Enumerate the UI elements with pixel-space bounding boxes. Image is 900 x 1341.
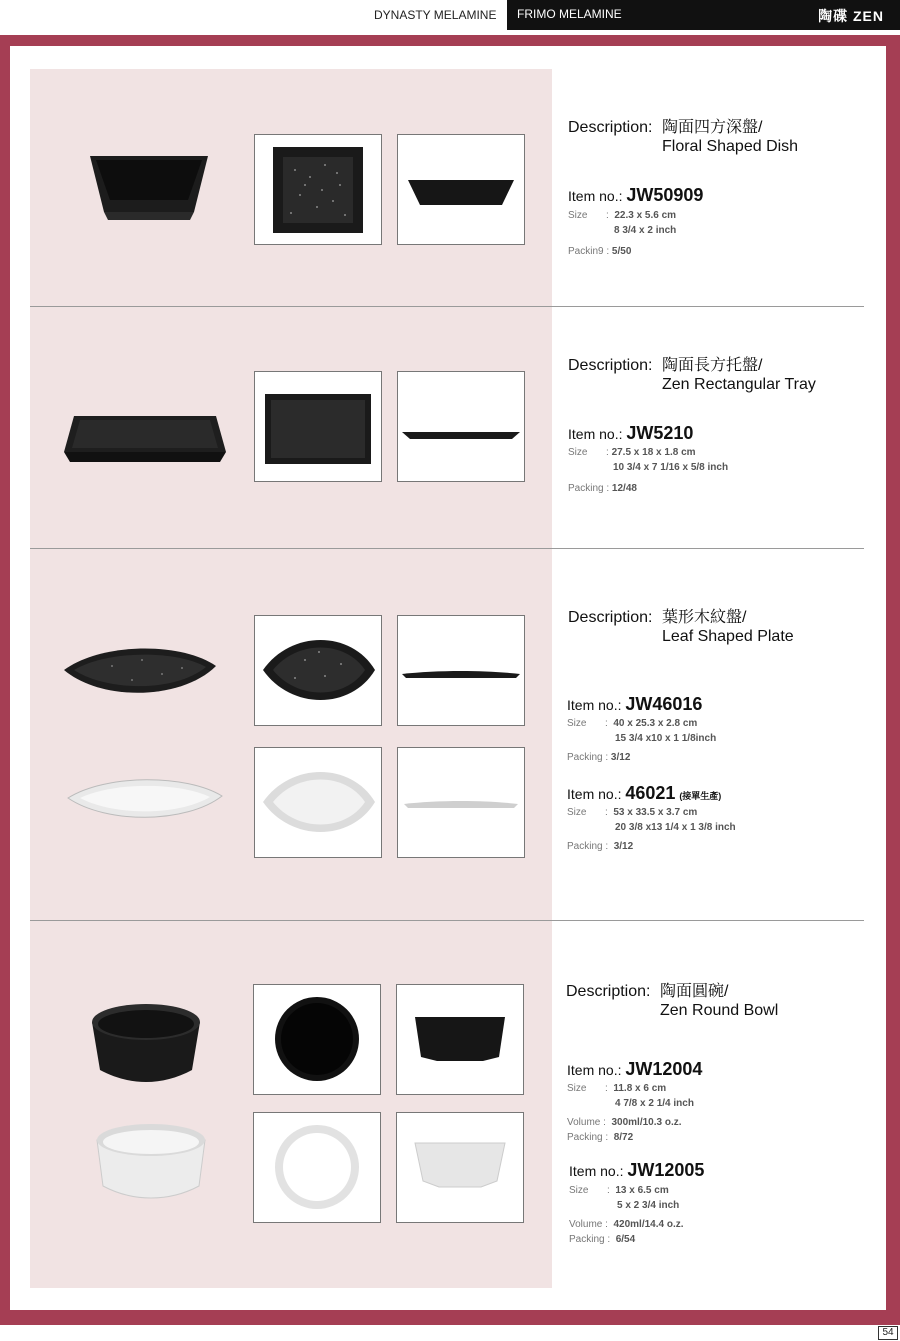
page-number: 54 bbox=[878, 1326, 898, 1340]
spec-block: Size : 27.5 x 18 x 1.8 cm 10 3/4 x 7 1/16 x 5/8 inch Packing : 12/48 bbox=[568, 447, 729, 494]
size-cm: 13 x 6.5 cm bbox=[615, 1185, 669, 1196]
item-number bbox=[567, 694, 702, 715]
packing-label: Packin9 : bbox=[568, 246, 610, 257]
product-thumb-side-white bbox=[397, 747, 525, 858]
packing-value: 6/54 bbox=[615, 1234, 636, 1245]
tab-frimo-melamine[interactable] bbox=[507, 0, 900, 30]
section-divider bbox=[30, 920, 864, 921]
volume-value: 420ml/14.4 o.z. bbox=[613, 1219, 684, 1230]
product-photo-leaf-black bbox=[62, 640, 218, 704]
product-description bbox=[568, 118, 798, 156]
name-english: Zen Rectangular Tray bbox=[662, 376, 816, 393]
product-photo-bowl-white bbox=[95, 1120, 207, 1202]
description-label: Description: bbox=[568, 609, 653, 626]
product-thumb-top-white bbox=[253, 1112, 381, 1223]
volume-value: 300ml/10.3 o.z. bbox=[611, 1117, 682, 1128]
packing-label: Packing : bbox=[569, 1234, 611, 1245]
product-photo-dish-perspective bbox=[84, 150, 214, 230]
item-number bbox=[568, 185, 703, 206]
description-label: Description: bbox=[568, 119, 653, 136]
size-cm: 27.5 x 18 x 1.8 cm bbox=[611, 447, 696, 458]
item-label: Item no.: bbox=[568, 426, 623, 442]
product-thumb-top bbox=[254, 134, 382, 245]
product-photo-leaf-white bbox=[66, 772, 224, 826]
size-inch: 8 3/4 x 2 inch bbox=[614, 225, 677, 236]
product-description bbox=[566, 982, 778, 1020]
packing-value: 3/12 bbox=[613, 841, 634, 852]
product-thumb-top-white bbox=[254, 747, 382, 858]
name-english: Floral Shaped Dish bbox=[662, 138, 799, 155]
item-code: JW46016 bbox=[625, 694, 703, 714]
spec-block: Size : 22.3 x 5.6 cm 8 3/4 x 2 inch Packin9 : 5/50 bbox=[568, 210, 677, 257]
size-label: Size bbox=[568, 447, 588, 458]
size-inch: 10 3/4 x 7 1/16 x 5/8 inch bbox=[613, 462, 729, 473]
name-chinese: 陶面四方深盤/ bbox=[662, 119, 763, 136]
product-thumb-top-black bbox=[254, 615, 382, 726]
product-description bbox=[568, 356, 816, 394]
size-label: Size bbox=[567, 807, 587, 818]
size-label: Size bbox=[567, 718, 587, 729]
packing-value: 3/12 bbox=[610, 752, 631, 763]
item-code: JW12004 bbox=[625, 1059, 703, 1079]
product-thumb-side bbox=[397, 371, 525, 482]
volume-label: Volume : bbox=[567, 1117, 606, 1128]
size-label: Size bbox=[567, 1083, 587, 1094]
item-label: Item no.: bbox=[569, 1163, 624, 1179]
top-header bbox=[0, 0, 900, 30]
size-label: Size bbox=[568, 210, 588, 221]
size-cm: 22.3 x 5.6 cm bbox=[614, 210, 677, 221]
packing-value: 8/72 bbox=[613, 1132, 634, 1143]
product-thumb-top bbox=[254, 371, 382, 482]
item-code: JW12005 bbox=[627, 1160, 705, 1180]
name-english: Leaf Shaped Plate bbox=[662, 628, 794, 645]
packing-label: Packing : bbox=[567, 841, 609, 852]
product-photo-bowl-black bbox=[90, 1000, 202, 1086]
packing-label: Packing : bbox=[567, 1132, 609, 1143]
section-divider bbox=[30, 548, 864, 549]
product-description bbox=[568, 608, 794, 646]
name-chinese: 陶面圓碗/ bbox=[660, 983, 729, 1000]
size-inch: 15 3/4 x10 x 1 1/8inch bbox=[615, 733, 717, 744]
product-photo-tray-perspective bbox=[60, 410, 230, 465]
item-note: (接單生產) bbox=[679, 791, 722, 801]
product-thumb-side bbox=[397, 134, 525, 245]
size-cm: 11.8 x 6 cm bbox=[613, 1083, 667, 1094]
item-label: Item no.: bbox=[567, 1062, 622, 1078]
size-cm: 40 x 25.3 x 2.8 cm bbox=[613, 718, 698, 729]
name-chinese: 葉形木紋盤/ bbox=[662, 609, 747, 626]
size-inch: 5 x 2 3/4 inch bbox=[617, 1200, 680, 1211]
item-code: 46021 bbox=[625, 783, 676, 803]
product-thumb-side-white bbox=[396, 1112, 524, 1223]
volume-label: Volume : bbox=[569, 1219, 608, 1230]
item-number bbox=[567, 783, 721, 804]
packing-label: Packing : bbox=[568, 483, 610, 494]
item-label: Item no.: bbox=[567, 786, 622, 802]
section-divider bbox=[30, 306, 864, 307]
size-inch: 4 7/8 x 2 1/4 inch bbox=[615, 1098, 694, 1109]
item-label: Item no.: bbox=[568, 188, 623, 204]
item-number bbox=[567, 1059, 702, 1080]
tab-dynasty-melamine[interactable]: DYNASTY MELAMINE bbox=[374, 8, 497, 22]
size-cm: 53 x 33.5 x 3.7 cm bbox=[613, 807, 698, 818]
spec-block: Size : 13 x 6.5 cm 5 x 2 3/4 inch Volume : 420ml/14.4 o.z. Packing : 6/54 bbox=[569, 1185, 684, 1245]
spec-block: Size : 40 x 25.3 x 2.8 cm 15 3/4 x10 x 1 1/8inch Packing : 3/12 bbox=[567, 718, 717, 763]
name-chinese: 陶面長方托盤/ bbox=[662, 357, 763, 374]
item-number bbox=[568, 423, 693, 444]
description-label: Description: bbox=[566, 983, 651, 1000]
size-inch: 20 3/8 x13 1/4 x 1 3/8 inch bbox=[615, 822, 736, 833]
product-thumb-side-black bbox=[397, 615, 525, 726]
packing-value: 5/50 bbox=[611, 246, 632, 257]
spec-block: Size : 53 x 33.5 x 3.7 cm 20 3/8 x13 1/4 x 1 3/8 inch Packing : 3/12 bbox=[567, 807, 736, 852]
packing-value: 12/48 bbox=[611, 483, 637, 494]
name-english: Zen Round Bowl bbox=[660, 1002, 779, 1019]
tab-frimo-label: FRIMO MELAMINE bbox=[517, 7, 622, 21]
size-label: Size bbox=[569, 1185, 589, 1196]
item-label: Item no.: bbox=[567, 697, 622, 713]
product-thumb-top-black bbox=[253, 984, 381, 1095]
section-title: 陶碟 ZEN bbox=[818, 8, 884, 24]
item-code: JW5210 bbox=[626, 423, 694, 443]
packing-label: Packing : bbox=[567, 752, 609, 763]
item-code: JW50909 bbox=[626, 185, 704, 205]
description-label: Description: bbox=[568, 357, 653, 374]
item-number bbox=[569, 1160, 704, 1181]
product-thumb-side-black bbox=[396, 984, 524, 1095]
spec-block: Size : 11.8 x 6 cm 4 7/8 x 2 1/4 inch Volume : 300ml/10.3 o.z. Packing : 8/72 bbox=[567, 1083, 694, 1143]
